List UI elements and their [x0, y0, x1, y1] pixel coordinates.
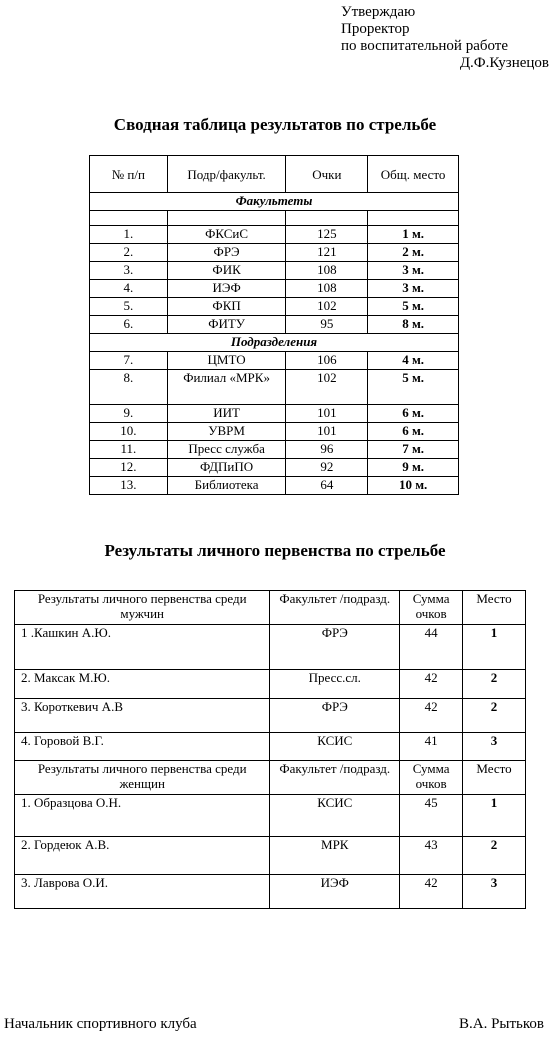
unit-name: Филиал «МРК» [167, 370, 286, 405]
unit-name: ЦМТО [167, 352, 286, 370]
points: 106 [286, 352, 368, 370]
blank-cell [286, 211, 368, 226]
unit-name: ИИТ [167, 405, 286, 423]
points: 108 [286, 280, 368, 298]
unit: ИЭФ [270, 875, 400, 909]
score-sum: 45 [400, 795, 463, 837]
approval-block [341, 4, 549, 72]
points: 92 [286, 459, 368, 477]
summary-table [89, 155, 459, 495]
participant-name: 3. Лаврова О.И. [15, 875, 270, 909]
score-sum: 42 [400, 670, 463, 699]
table-row [90, 405, 459, 423]
score-sum: 42 [400, 699, 463, 733]
points: 101 [286, 405, 368, 423]
blank-cell [167, 211, 286, 226]
place: 5 м. [368, 298, 459, 316]
table-row [15, 733, 526, 761]
table-row [15, 875, 526, 909]
table-header-row [90, 156, 459, 193]
place: 5 м. [368, 370, 459, 405]
row-number: 1. [90, 226, 168, 244]
row-number: 6. [90, 316, 168, 334]
approval-line: Утверждаю [341, 4, 416, 20]
place: 4 м. [368, 352, 459, 370]
points: 101 [286, 423, 368, 441]
score-sum: 42 [400, 875, 463, 909]
row-number: 4. [90, 280, 168, 298]
place: 6 м. [368, 405, 459, 423]
unit-name: Пресс служба [167, 441, 286, 459]
table-row [90, 423, 459, 441]
place: 2 [463, 670, 526, 699]
section-label: Подразделения [90, 334, 459, 352]
place: 10 м. [368, 477, 459, 495]
participant-name: 2. Максак М.Ю. [15, 670, 270, 699]
unit-name: Библиотека [167, 477, 286, 495]
row-number: 2. [90, 244, 168, 262]
unit-name: ИЭФ [167, 280, 286, 298]
score-sum: 44 [400, 625, 463, 670]
header-cell: Сумма очков [400, 761, 463, 795]
table-row [15, 795, 526, 837]
approval-line: по воспитательной работе [341, 38, 508, 54]
header-cell: Место [463, 591, 526, 625]
personal-title: Результаты личного первенства по стрельбе [104, 541, 446, 560]
place: 1 [463, 795, 526, 837]
row-number: 11. [90, 441, 168, 459]
table-row [15, 670, 526, 699]
footer-signer: В.А. Рытьков [458, 1016, 544, 1032]
header-cell: Результаты личного первенства среди женщин [15, 761, 270, 795]
table-row [15, 837, 526, 875]
row-number: 8. [90, 370, 168, 405]
header-cell: Очки [286, 156, 368, 193]
table-header-row [15, 761, 526, 795]
header-cell: Результаты личного первенства среди мужчин [15, 591, 270, 625]
participant-name: 2. Гордеюк А.В. [15, 837, 270, 875]
unit-name: ФДПиПО [167, 459, 286, 477]
approval-signer: Д.Ф.Кузнецов [459, 55, 549, 71]
section-label: Факультеты [90, 193, 459, 211]
unit-name: ФИТУ [167, 316, 286, 334]
place: 3 [463, 733, 526, 761]
table-row [90, 459, 459, 477]
table-row [90, 370, 459, 405]
summary-title: Сводная таблица результатов по стрельбе [113, 115, 437, 134]
place: 3 м. [368, 262, 459, 280]
participant-name: 4. Горовой В.Г. [15, 733, 270, 761]
personal-table [14, 590, 526, 909]
row-number: 9. [90, 405, 168, 423]
place: 1 [463, 625, 526, 670]
table-header-row [15, 591, 526, 625]
row-number: 7. [90, 352, 168, 370]
blank-cell [90, 211, 168, 226]
table-row [90, 298, 459, 316]
points: 108 [286, 262, 368, 280]
header-cell: № п/п [90, 156, 168, 193]
header-cell: Подр/факульт. [167, 156, 286, 193]
table-row [15, 625, 526, 670]
place: 1 м. [368, 226, 459, 244]
unit: Пресс.сл. [270, 670, 400, 699]
place: 8 м. [368, 316, 459, 334]
points: 95 [286, 316, 368, 334]
header-cell: Сумма очков [400, 591, 463, 625]
score-sum: 43 [400, 837, 463, 875]
unit: ФРЭ [270, 625, 400, 670]
section-row [90, 193, 459, 211]
row-number: 5. [90, 298, 168, 316]
unit: КСИС [270, 795, 400, 837]
unit: МРК [270, 837, 400, 875]
header-cell: Факультет /подразд. [270, 591, 400, 625]
blank-cell [368, 211, 459, 226]
unit: ФРЭ [270, 699, 400, 733]
points: 125 [286, 226, 368, 244]
table-row [90, 316, 459, 334]
place: 2 [463, 699, 526, 733]
points: 102 [286, 370, 368, 405]
unit-name: УВРМ [167, 423, 286, 441]
place: 9 м. [368, 459, 459, 477]
header-cell: Общ. место [368, 156, 459, 193]
row-number: 13. [90, 477, 168, 495]
table-row [90, 477, 459, 495]
participant-name: 1. Образцова О.Н. [15, 795, 270, 837]
table-row [90, 352, 459, 370]
unit-name: ФКП [167, 298, 286, 316]
points: 96 [286, 441, 368, 459]
table-row [90, 441, 459, 459]
participant-name: 3. Короткевич А.В [15, 699, 270, 733]
header-cell: Факультет /подразд. [270, 761, 400, 795]
table-row [90, 244, 459, 262]
section-row [90, 334, 459, 352]
points: 121 [286, 244, 368, 262]
score-sum: 41 [400, 733, 463, 761]
table-row [90, 226, 459, 244]
table-row [15, 699, 526, 733]
unit-name: ФРЭ [167, 244, 286, 262]
row-number: 10. [90, 423, 168, 441]
unit-name: ФКСиС [167, 226, 286, 244]
points: 102 [286, 298, 368, 316]
place: 7 м. [368, 441, 459, 459]
table-row [90, 262, 459, 280]
place: 6 м. [368, 423, 459, 441]
header-cell: Место [463, 761, 526, 795]
place: 2 м. [368, 244, 459, 262]
approval-line: Проректор [341, 21, 410, 37]
unit: КСИС [270, 733, 400, 761]
place: 3 м. [368, 280, 459, 298]
place: 3 [463, 875, 526, 909]
place: 2 [463, 837, 526, 875]
row-number: 3. [90, 262, 168, 280]
points: 64 [286, 477, 368, 495]
row-number: 12. [90, 459, 168, 477]
table-row [90, 280, 459, 298]
participant-name: 1 .Кашкин А.Ю. [15, 625, 270, 670]
blank-row [90, 211, 459, 226]
footer-position: Начальник спортивного клуба [4, 1016, 197, 1032]
unit-name: ФИК [167, 262, 286, 280]
